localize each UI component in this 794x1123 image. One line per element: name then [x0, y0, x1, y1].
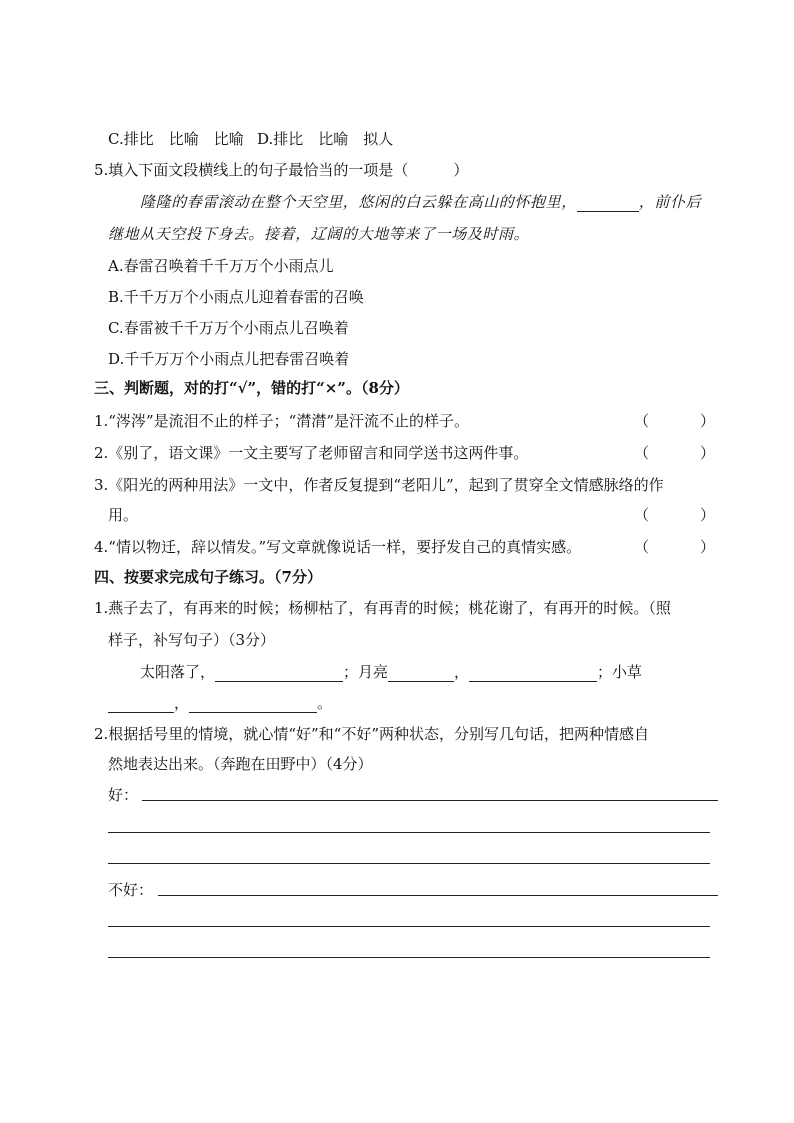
q5-passage-text-a: 隆隆的春雷滚动在整个天空里，悠闲的白云躲在高山的怀抱里， [140, 193, 577, 211]
fill-text-period: 。 [317, 694, 333, 712]
judge-paren-open-1: （ [634, 412, 650, 430]
fill-text-grass: ；小草 [597, 663, 643, 681]
bad-writing-line-3[interactable] [108, 957, 710, 958]
section4-title: 四、按要求完成句子练习。（7分） [94, 568, 322, 586]
s4-q1-fill-line1 [140, 662, 642, 682]
fill-text-comma: ， [454, 663, 470, 681]
q5-option-a: A.春雷召唤着千千万万个小雨点儿 [108, 257, 334, 275]
q5-passage-text-b: ，前仆后 [638, 193, 702, 211]
q5-option-b: B.千千万万个小雨点儿迎着春雷的召唤 [108, 288, 364, 306]
s4-q1-line2: 样子，补写句子）（3分） [108, 631, 276, 649]
s4-q2-line2: 然地表达出来。（奔跑在田野中）（4分） [108, 755, 373, 773]
judge-paren-open-4: （ [634, 538, 650, 556]
judge-item-2: 2.《别了，语文课》一文主要写了老师留言和同学送书这两件事。 [94, 444, 529, 462]
fill-text-comma-2: ， [174, 694, 190, 712]
q5-passage-blank[interactable] [577, 195, 639, 212]
judge-paren-open-2: （ [634, 444, 650, 462]
judge-paren-open-3: （ [634, 506, 650, 524]
judge-item-3: 3.《阳光的两种用法》一文中，作者反复提到“老阳儿”，起到了贯穿全文情感脉络的作 [94, 476, 664, 494]
bad-label: 不好： [108, 881, 154, 899]
good-writing-line-2[interactable] [108, 832, 710, 833]
fill-text-moon: ；月亮 [343, 663, 389, 681]
fill-blank-grass-2[interactable] [189, 696, 317, 713]
fill-blank-moon-2[interactable] [469, 665, 597, 682]
q5-passage-line1 [140, 192, 701, 212]
fill-blank-grass[interactable] [108, 696, 174, 713]
s4-q1-line1: 1.燕子去了，有再来的时候；杨柳枯了，有再青的时候；桃花谢了，有再开的时候。（照 [94, 599, 671, 617]
q4-option-d: D.排比 比喻 拟人 [257, 130, 394, 148]
judge-paren-close-3: ） [700, 506, 716, 524]
good-label: 好： [108, 786, 139, 804]
fill-blank-sun[interactable] [215, 665, 343, 682]
judge-paren-close-2: ） [700, 444, 716, 462]
q5-option-d: D.千千万万个小雨点儿把春雷召唤着 [108, 350, 350, 368]
s4-q2-line1: 2.根据括号里的情境，就心情“好”和“不好”两种状态，分别写几句话，把两种情感自 [94, 725, 649, 743]
judge-paren-close-1: ） [700, 412, 716, 430]
bad-writing-line-1[interactable] [158, 895, 718, 896]
q4-option-c: C.排比 比喻 比喻 [108, 130, 244, 148]
fill-text-sun: 太阳落了， [140, 663, 216, 681]
judge-item-3-cont: 用。 [108, 506, 139, 524]
section3-title: 三、判断题，对的打“√”，错的打“×”。（8分） [94, 379, 409, 397]
q5-option-c: C.春雷被千千万万个小雨点儿召唤着 [108, 319, 349, 337]
good-writing-line-3[interactable] [108, 863, 710, 864]
q5-stem: 5.填入下面文段横线上的句子最恰当的一项是（ ） [94, 161, 469, 179]
q5-passage-line2: 继地从天空投下身去。接着，辽阔的大地等来了一场及时雨。 [108, 225, 530, 243]
bad-writing-line-2[interactable] [108, 926, 710, 927]
judge-item-1: 1.“涔涔”是流泪不止的样子；“潸潸”是汗流不止的样子。 [94, 412, 469, 430]
fill-blank-moon[interactable] [388, 665, 454, 682]
judge-paren-close-4: ） [700, 538, 716, 556]
s4-q1-fill-line2 [108, 693, 332, 713]
judge-item-4: 4.“情以物迁，辞以情发。”写文章就像说话一样，要抒发自己的真情实感。 [94, 538, 582, 556]
good-writing-line-1[interactable] [142, 800, 718, 801]
